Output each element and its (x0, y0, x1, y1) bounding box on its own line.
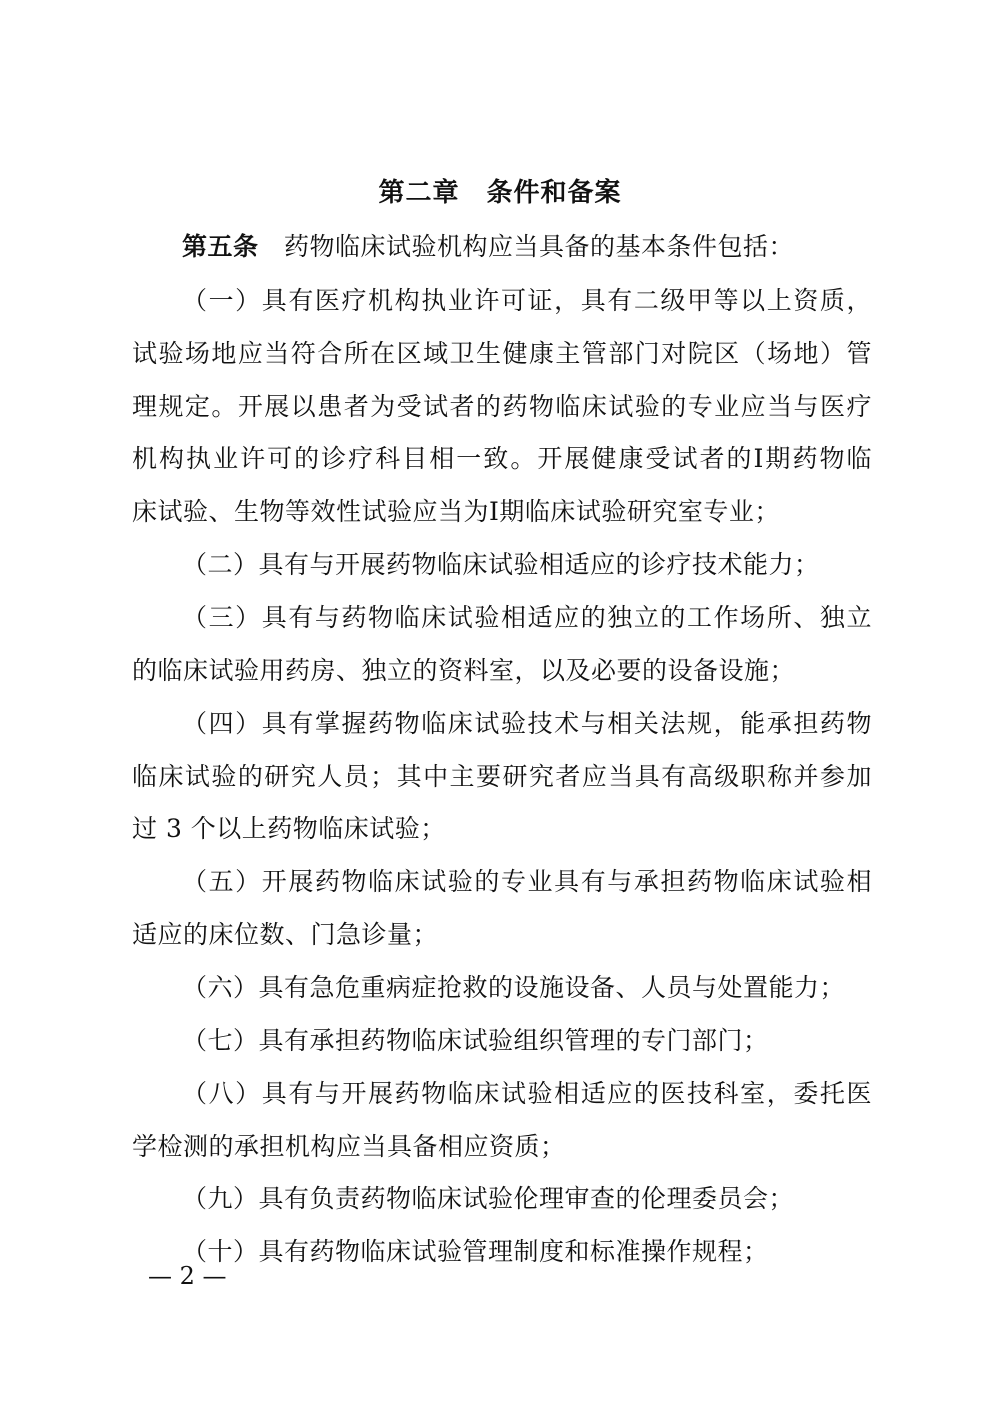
paragraph-line: 试验场地应当符合所在区域卫生健康主管部门对院区（场地）管 (132, 339, 872, 368)
paragraph-line: 学检测的承担机构应当具备相应资质； (132, 1132, 566, 1161)
article-heading-line (182, 231, 872, 263)
paragraph-line: 临床试验的研究人员；其中主要研究者应当具有高级职称并参加 (132, 762, 872, 791)
paragraph-line: （七）具有承担药物临床试验组织管理的专门部门； (182, 1026, 769, 1055)
paragraph-line: 机构执业许可的诊疗科目相一致。开展健康受试者的Ⅰ期药物临 (132, 444, 872, 473)
paragraph-line: （四）具有掌握药物临床试验技术与相关法规，能承担药物 (182, 709, 872, 738)
paragraph-line: （二）具有与开展药物临床试验相适应的诊疗技术能力； (182, 550, 820, 579)
article-intro: 药物临床试验机构应当具备的基本条件包括： (284, 232, 795, 261)
paragraph-line: （十）具有药物临床试验管理制度和标准操作规程； (182, 1237, 769, 1266)
paragraph-line: （六）具有急危重病症抢救的设施设备、人员与处置能力； (182, 973, 846, 1002)
paragraph-line: （三）具有与药物临床试验相适应的独立的工作场所、独立 (182, 603, 872, 632)
chapter-title: 第二章 条件和备案 (378, 178, 622, 208)
paragraph-line: 理规定。开展以患者为受试者的药物临床试验的专业应当与医疗 (132, 392, 872, 421)
paragraph-line: （八）具有与开展药物临床试验相适应的医技科室，委托医 (182, 1079, 872, 1108)
article-label: 第五条 (182, 232, 259, 261)
page-number: — 2 — (148, 1262, 227, 1290)
paragraph-line: 适应的床位数、门急诊量； (132, 920, 439, 949)
paragraph-line: 的临床试验用药房、独立的资料室，以及必要的设备设施； (132, 656, 796, 685)
paragraph-line: （五）开展药物临床试验的专业具有与承担药物临床试验相 (182, 867, 872, 896)
paragraph-line: 过 3 个以上药物临床试验； (132, 814, 446, 843)
paragraph-line: （一）具有医疗机构执业许可证，具有二级甲等以上资质， (182, 286, 872, 315)
paragraph-line: （九）具有负责药物临床试验伦理审查的伦理委员会； (182, 1184, 795, 1213)
paragraph-line: 床试验、生物等效性试验应当为Ⅰ期临床试验研究室专业； (132, 497, 780, 526)
